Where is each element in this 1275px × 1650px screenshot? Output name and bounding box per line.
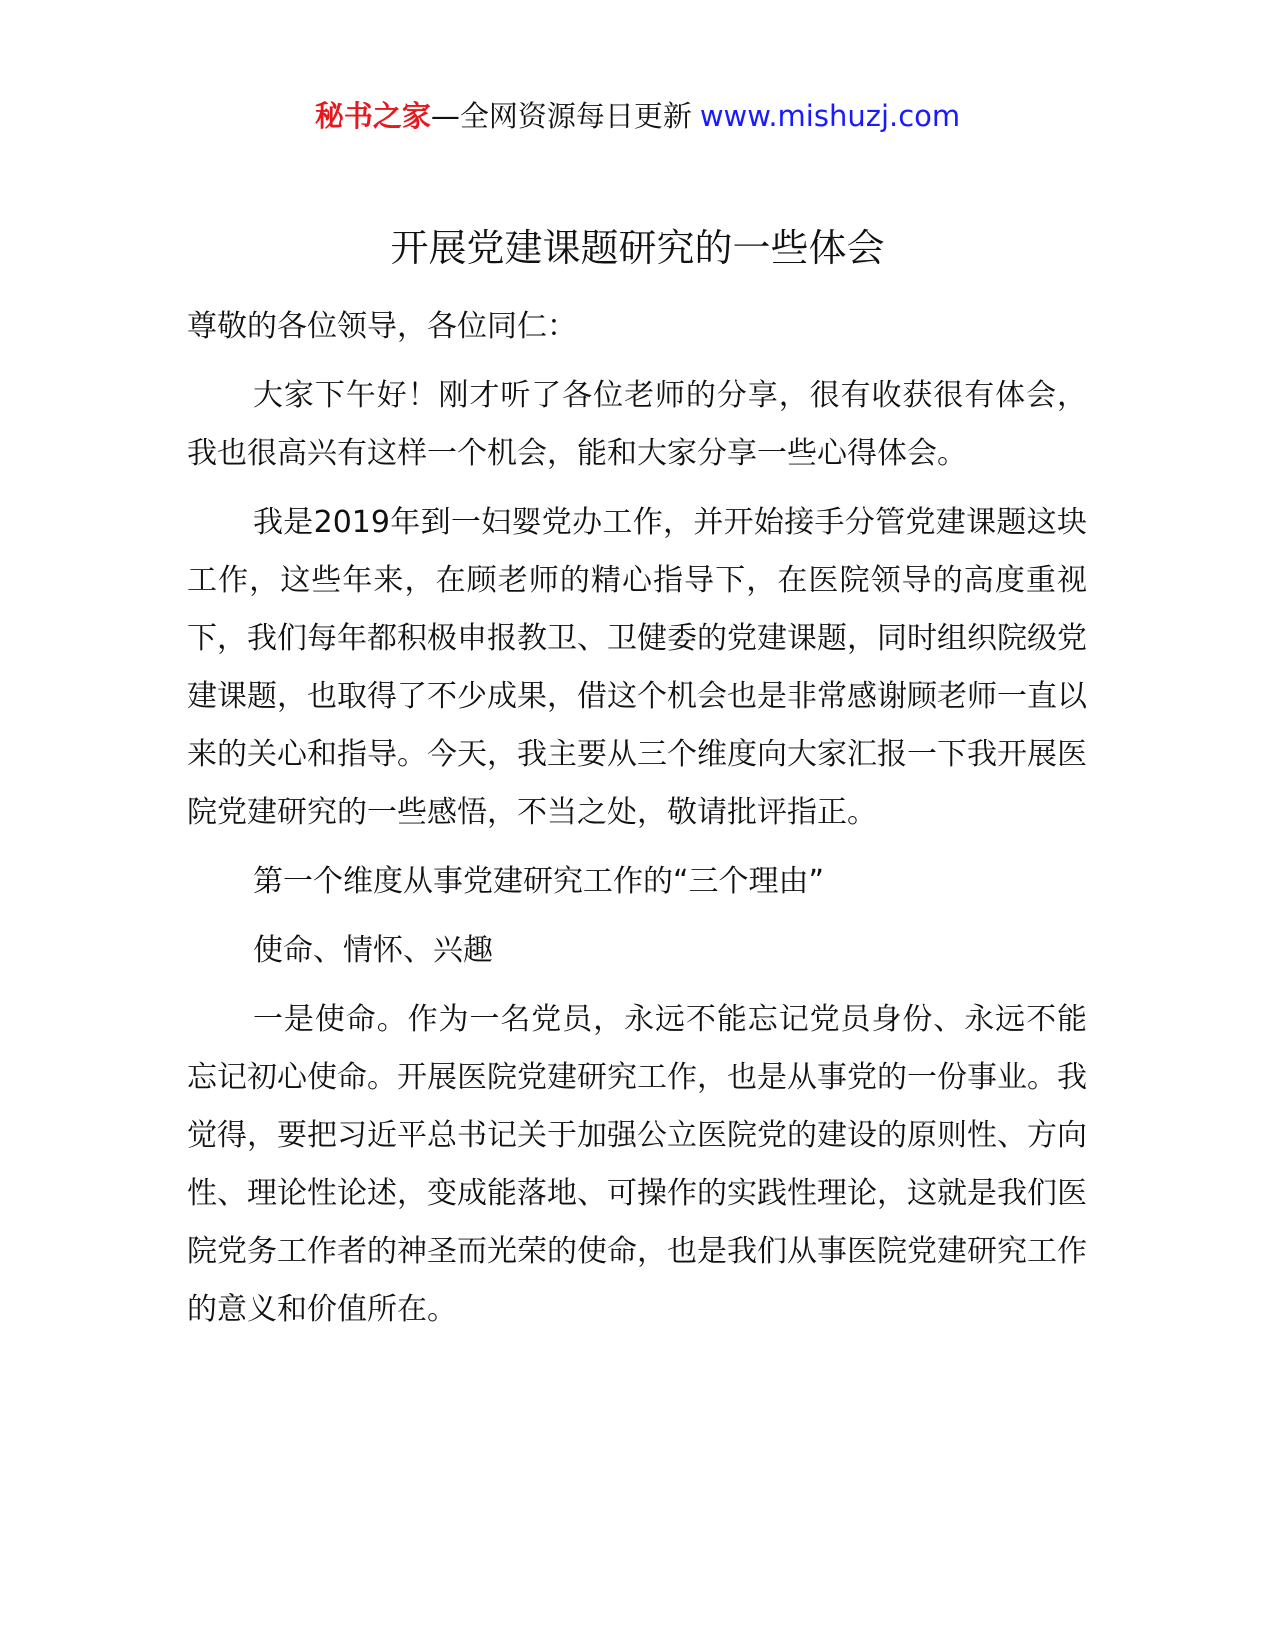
paragraph-background: 我是2019年到一妇婴党办工作，并开始接手分管党建课题这块工作，这些年来，在顾老师的精心指导下，在医院领导的高度重视下，我们每年都积极申报教卫、卫健委的党建课题，同时组织院级党建课题，也取得了不少成果，借这个机会也是非常感谢顾老师一直以来的关心和指导。今天，我主要从三个维度向大家汇报一下我开展医院党建研究的一些感悟，不当之处，敬请批评指正。 [187,505,1087,830]
paragraph-mission: 一是使命。作为一名党员，永远不能忘记党员身份、永远不能忘记初心使命。开展医院党建研究工作，也是从事党的一份事业。我觉得，要把习近平总书记关于加强公立医院党的建设的原则性、方向性、理论性论述，变成能落地、可操作的实践性理论，这就是我们医院党务工作者的神圣而光荣的使命，也是我们从事医院党建研究工作的意义和价值所在。 [187,1002,1087,1327]
header-tagline: —全网资源每日更新 [430,99,692,133]
site-header [0,96,1275,136]
document-title: 开展党建课题研究的一些体会 [390,226,885,270]
section-heading: 第一个维度从事党建研究工作的“三个理由” [253,864,825,899]
section-subheading: 使命、情怀、兴趣 [253,933,493,968]
document-body [187,298,1087,1339]
brand-name: 秘书之家 [314,99,431,133]
site-url-link[interactable]: www.mishuzj.com [699,99,961,133]
paragraph-greeting: 大家下午好！刚才听了各位老师的分享，很有收获很有体会，我也很高兴有这样一个机会，能和大家分享一些心得体会。 [187,378,1087,471]
salutation: 尊敬的各位领导，各位同仁： [187,309,577,344]
